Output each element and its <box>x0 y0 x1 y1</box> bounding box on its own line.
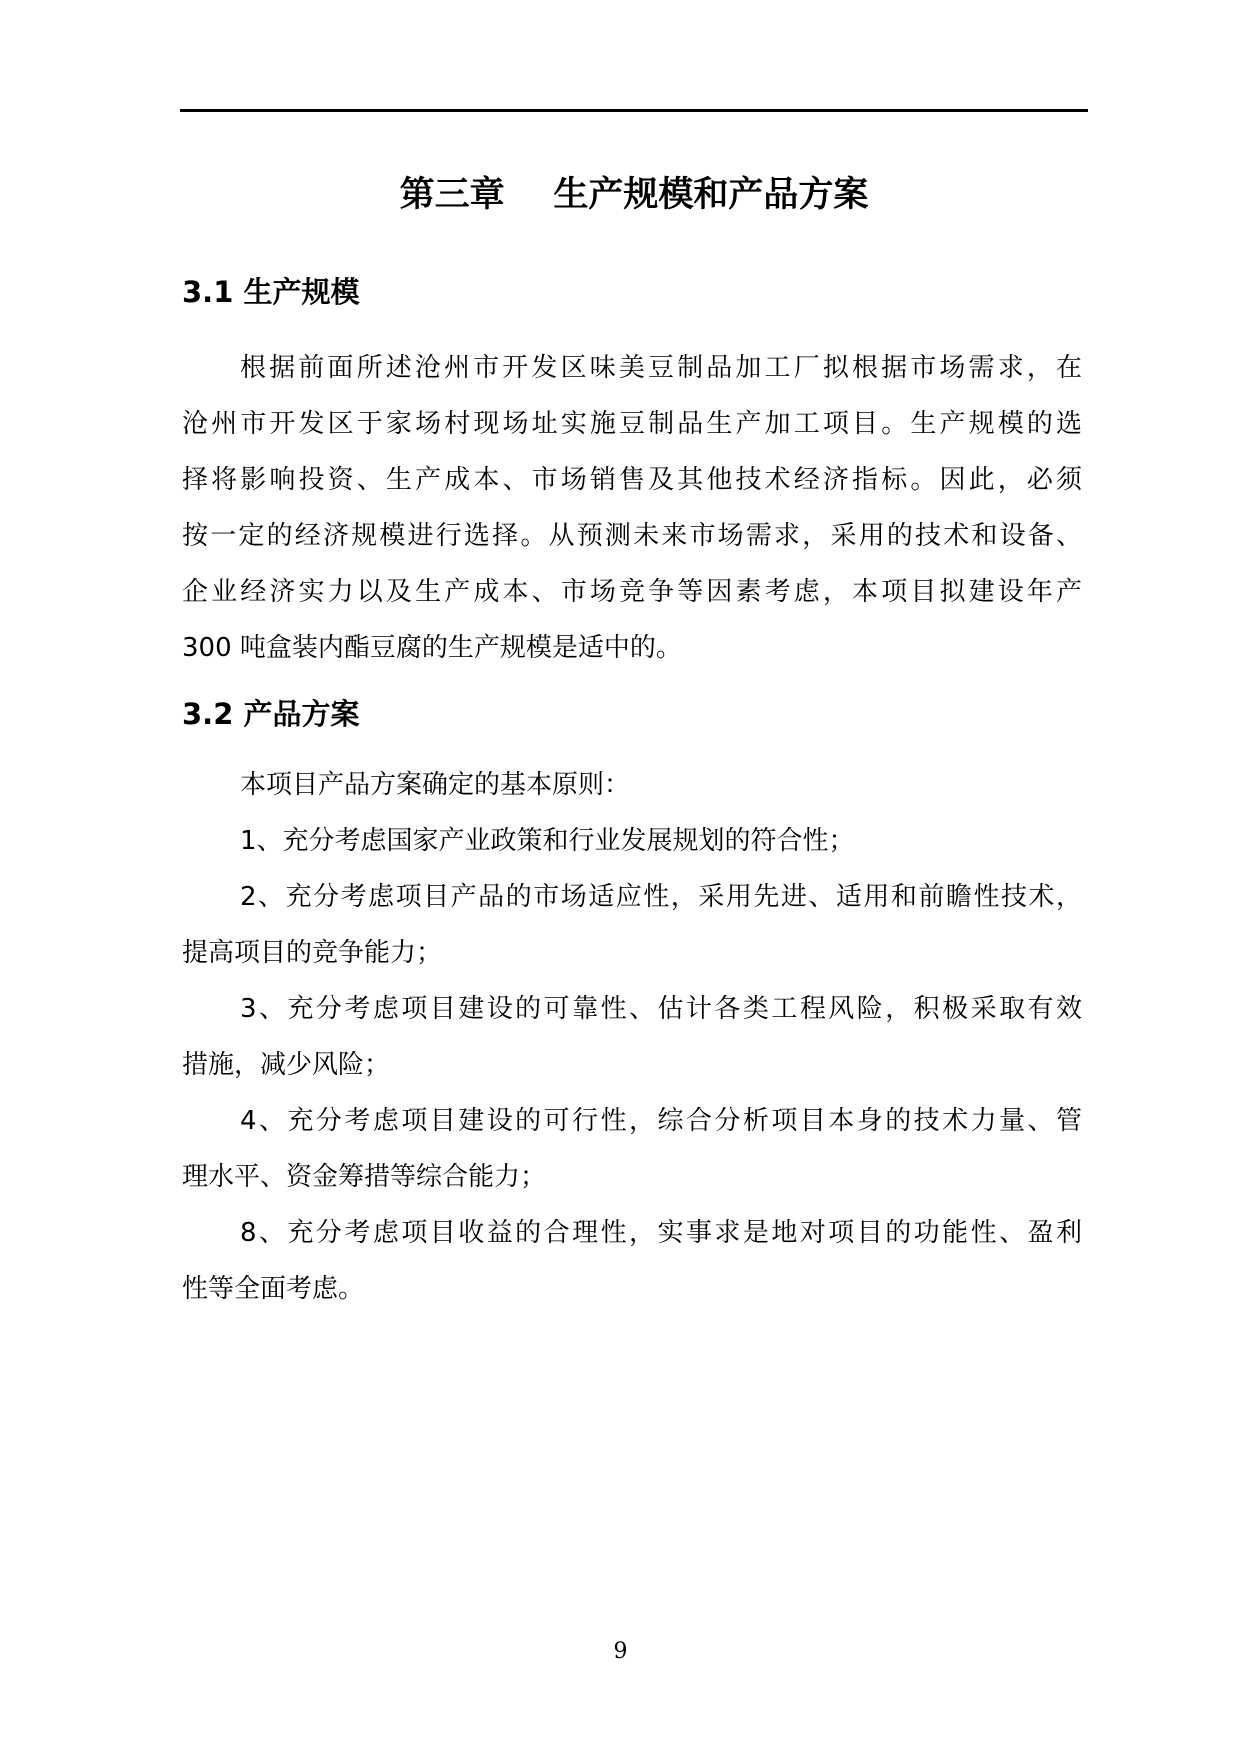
principle-item: 2、充分考虑项目产品的市场适应性，采用先进、适用和前瞻性技术， <box>240 882 1082 912</box>
principle-item: 3、充分考虑项目建设的可靠性、估计各类工程风险，积极采取有效 <box>240 994 1082 1024</box>
section-heading-3-2: 3.2 产品方案 <box>182 697 360 731</box>
section-3-2-body <box>182 757 1082 1317</box>
chapter-title: 第三章 生产规模和产品方案 <box>399 174 869 215</box>
paragraph-line: 按一定的经济规模进行选择。从预测未来市场需求，采用的技术和设备、 <box>182 521 1082 551</box>
paragraph-line: 沧州市开发区于家场村现场址实施豆制品生产加工项目。生产规模的选 <box>182 409 1082 439</box>
header-rule <box>180 109 1088 112</box>
section-heading-3-1: 3.1 生产规模 <box>182 275 360 309</box>
principle-item: 8、充分考虑项目收益的合理性，实事求是地对项目的功能性、盈利 <box>240 1218 1082 1248</box>
section-3-1-paragraph <box>182 340 1082 676</box>
paragraph-line: 300 吨盒装内酯豆腐的生产规模是适中的。 <box>182 633 682 663</box>
principle-item-continuation: 提高项目的竞争能力； <box>182 938 443 968</box>
page-number: 9 <box>613 1639 628 1664</box>
principles-intro: 本项目产品方案确定的基本原则： <box>240 770 631 800</box>
paragraph-line: 择将影响投资、生产成本、市场销售及其他技术经济指标。因此，必须 <box>182 465 1082 495</box>
paragraph-line: 根据前面所述沧州市开发区味美豆制品加工厂拟根据市场需求，在 <box>240 353 1082 383</box>
principle-item-continuation: 性等全面考虑。 <box>182 1274 365 1304</box>
principle-item-continuation: 理水平、资金筹措等综合能力； <box>182 1162 547 1192</box>
paragraph-line: 企业经济实力以及生产成本、市场竞争等因素考虑，本项目拟建设年产 <box>182 577 1082 607</box>
principle-item: 4、充分考虑项目建设的可行性，综合分析项目本身的技术力量、管 <box>240 1106 1082 1136</box>
principle-item: 1、充分考虑国家产业政策和行业发展规划的符合性； <box>240 826 855 856</box>
principle-item-continuation: 措施，减少风险； <box>182 1050 391 1080</box>
